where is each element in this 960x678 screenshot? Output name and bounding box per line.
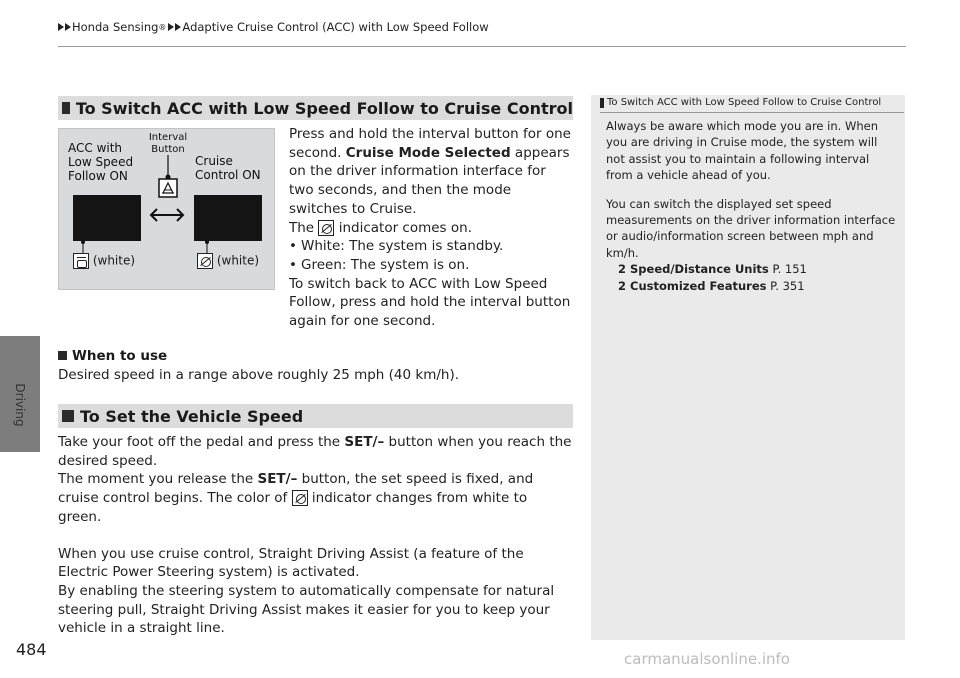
xref-arrow-icon: 2 [618,262,627,277]
when-to-use-text: Desired speed in a range above roughly 25 mph (40 km/h). [58,367,460,383]
interval-button-icon [154,155,182,243]
section-heading-set-speed: To Set the Vehicle Speed [58,404,573,428]
intro-paragraph-3: To switch back to ACC with Low Speed Follow, press and hold the interval button again for one second. [289,275,571,330]
section-heading-switch: To Switch ACC with Low Speed Follow to Cruise Control [58,96,573,120]
xref-speed-distance-units[interactable]: 2 Speed/Distance Units P. 151 [618,262,807,277]
breadcrumb-arrow-icon [65,23,71,31]
subheading-when-to-use: When to use [58,348,167,364]
set-paragraph-1: Take your foot off the pedal and press the SET/– button when you reach the desired speed. [58,434,572,469]
square-bullet-icon [62,410,74,422]
display-acc [73,195,141,241]
notes-rule [600,112,904,113]
square-bullet-icon [62,102,70,114]
intro-text [289,125,573,331]
note-marker-icon [600,98,604,108]
intro-paragraph-1: Press and hold the interval button for one second. Cruise Mode Selected appears on the driver information interface for two seconds, and then the mode switches to Cruise. [289,126,571,217]
set-paragraph-2: The moment you release the SET/– button, the set speed is fixed, and cruise control begins. The color of indicator changes from white to green. [58,471,534,525]
header-rule [58,46,906,47]
bullet-white: • White: The system is standby. [289,237,573,256]
figure-label-cruise: Cruise Control ON [195,154,261,182]
bullet-green: • Green: The system is on. [289,256,573,275]
set-paragraph-3: When you use cruise control, Straight Driving Assist (a feature of the Electric Power Steering system) is activated. [58,545,524,581]
mode-switch-illustration [58,128,275,290]
page-number: 484 [16,640,47,659]
breadcrumb-arrow-icon [168,23,174,31]
acc-indicator-icon [73,253,89,269]
cruise-indicator-icon [197,253,213,269]
figure-label-white-left: (white) [73,253,135,269]
xref-customized-features[interactable]: 2 Customized Features P. 351 [618,278,805,293]
intro-paragraph-2: The indicator comes on. [289,219,472,236]
notes-body [606,118,898,294]
figure-label-interval: Interval Button [148,132,188,155]
breadcrumb-arrow-icon [58,23,64,31]
figure-label-white-right: (white) [197,253,259,269]
breadcrumb-part1: Honda Sensing [72,20,159,34]
cruise-indicator-icon [318,220,334,236]
cruise-indicator-icon [292,490,308,506]
square-bullet-icon [58,351,67,360]
switch-arrow-icon [147,205,187,225]
side-tab-label: Driving [13,383,27,427]
display-cruise [194,195,262,241]
breadcrumb [58,20,489,34]
notes-paragraph-1: Always be aware which mode you are in. When you are driving in Cruise mode, the system will not assist you to maintain a following interval from a vehicle ahead of you. [606,119,878,183]
notes-heading: To Switch ACC with Low Speed Follow to Cruise Control [600,97,881,108]
set-paragraph-4: By enabling the steering system to automatically compensate for natural steering pull, Straight Driving Assist makes it easier for you to keep your vehicle in a straight line. [58,582,555,637]
registered-mark: ® [158,22,167,32]
breadcrumb-part2: Adaptive Cruise Control (ACC) with Low Speed Follow [182,20,489,34]
set-speed-text [58,433,573,638]
notes-paragraph-2: You can switch the displayed set speed measurements on the driver information interface or audio/information screen between mph and km/h. [606,196,896,260]
watermark: carmanualsonline.info [624,650,790,668]
xref-arrow-icon: 2 [618,278,627,293]
breadcrumb-arrow-icon [175,23,181,31]
figure-label-acc: ACC with Low Speed Follow ON [68,141,134,183]
